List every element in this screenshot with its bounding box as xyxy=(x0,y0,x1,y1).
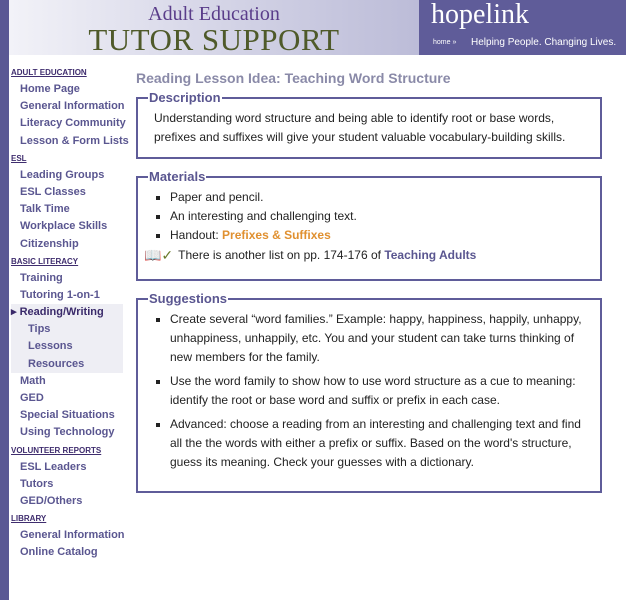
sidebar-item[interactable] xyxy=(11,493,123,510)
sidebar-item[interactable] xyxy=(11,373,123,390)
sidebar-item[interactable] xyxy=(11,527,123,544)
section-legend: Materials xyxy=(149,169,206,184)
sidebar-item-label: Tips xyxy=(28,323,51,336)
sidebar-item-label: Tutoring 1-on-1 xyxy=(20,288,100,301)
sidebar-item-label: Special Situations xyxy=(20,409,115,422)
sidebar-item[interactable] xyxy=(11,184,123,201)
sidebar-item-label: General Information xyxy=(20,100,125,113)
sidebar-item[interactable] xyxy=(11,167,123,184)
logo-text: hopelink xyxy=(431,0,529,30)
sidebar-item-label: Leading Groups xyxy=(20,168,105,181)
banner-subtitle: Adult Education xyxy=(148,3,280,25)
sidebar-nav xyxy=(11,64,133,562)
sidebar-heading[interactable]: ESL xyxy=(11,153,27,163)
sidebar-item[interactable] xyxy=(11,133,129,150)
sidebar-item-label: ESL Classes xyxy=(20,185,86,198)
book-note xyxy=(144,246,586,265)
sidebar-item-label: Workplace Skills xyxy=(20,220,108,233)
sidebar-item-label: Online Catalog xyxy=(20,546,98,559)
sidebar-item-label: ESL Leaders xyxy=(20,460,87,473)
sidebar-item-label: Talk Time xyxy=(20,203,70,216)
tagline: Helping People. Changing Lives. xyxy=(471,37,617,48)
sidebar-item-label: Citizenship xyxy=(20,237,79,250)
teaching-adults-link[interactable]: Teaching Adults xyxy=(384,248,477,262)
sidebar-item[interactable] xyxy=(11,390,123,407)
sidebar-item[interactable] xyxy=(11,236,123,253)
sidebar-item-label: GED xyxy=(20,392,44,404)
sidebar-heading[interactable]: LIBRARY xyxy=(11,514,47,524)
sidebar-item[interactable] xyxy=(11,304,123,321)
sidebar-item-label: Resources xyxy=(28,357,85,370)
sidebar-item[interactable] xyxy=(11,218,123,235)
hopelink-logo[interactable] xyxy=(419,0,626,55)
sidebar-heading[interactable]: BASIC LITERACY xyxy=(11,256,79,266)
header xyxy=(9,0,626,55)
handout-label: Handout: xyxy=(170,228,223,242)
home-link[interactable]: home » xyxy=(433,39,457,46)
sidebar-item[interactable] xyxy=(11,115,126,132)
sidebar-item[interactable] xyxy=(11,270,123,287)
list-item: ▪ An interesting and challenging text. xyxy=(170,207,586,226)
sidebar-item[interactable] xyxy=(11,201,123,218)
suggestions-section xyxy=(136,291,602,493)
left-stripe xyxy=(0,0,9,600)
page-title: Reading Lesson Idea: Teaching Word Structure xyxy=(136,70,451,86)
list-item: ▪ Paper and pencil. xyxy=(170,188,586,207)
sidebar-item[interactable] xyxy=(11,321,123,338)
list-item xyxy=(170,226,586,245)
materials-section xyxy=(136,169,602,281)
sidebar-item[interactable] xyxy=(11,356,123,373)
sidebar-item-label: Using Technology xyxy=(20,426,115,439)
sidebar-heading[interactable]: ADULT EDUCATION xyxy=(11,68,87,77)
sidebar-item-label: Home Page xyxy=(20,83,80,95)
main-content xyxy=(136,70,602,503)
sidebar-item-label: Tutors xyxy=(20,477,54,490)
sidebar-item-label: GED/Others xyxy=(20,494,83,507)
list-item: ▪ Create several “word families.” Example: happy, happiness, happily, unhappy, unhappiness, unhappily, etc. You and your student can take turns thinking of new members for the family. xyxy=(170,310,586,367)
list-item: ▪ Advanced: choose a reading from an interesting and challenging text and find all the the words with either a prefix or suffix. Based on the word's structure, guess its meaning. Check your guesses with a dictionary. xyxy=(170,415,586,472)
note-text: There is another list on pp. 174-176 of xyxy=(178,248,381,262)
banner-title: TUTOR SUPPORT xyxy=(88,22,340,55)
sidebar-item-label: Lesson & Form Lists xyxy=(20,134,129,147)
sidebar-item-label: Reading/Writing xyxy=(19,306,104,319)
section-legend: Description xyxy=(149,90,221,105)
sidebar-item[interactable] xyxy=(11,544,123,561)
arrow-right-icon: ▸ xyxy=(11,306,20,319)
sidebar-item[interactable] xyxy=(11,407,123,424)
prefixes-suffixes-link[interactable]: Prefixes & Suffixes xyxy=(222,228,331,242)
site-banner xyxy=(9,0,419,55)
sidebar-item-label: Math xyxy=(20,374,46,387)
list-item: ▪ Use the word family to show how to use word structure as a cue to meaning: identify the root or base word and suffix or prefix in each case. xyxy=(170,372,586,410)
description-text: Understanding word structure and being able to identify root or base words, prefixes and suffixes will give your student valuable vocabulary-building skills. xyxy=(154,111,566,144)
section-legend: Suggestions xyxy=(149,291,228,306)
sidebar-item[interactable] xyxy=(11,338,123,355)
sidebar-item-label: General Information xyxy=(20,529,125,542)
sidebar-item[interactable] xyxy=(11,81,123,98)
sidebar-item-label: Lessons xyxy=(28,340,73,353)
sidebar-item[interactable] xyxy=(11,459,123,476)
description-section xyxy=(136,90,602,159)
sidebar-item[interactable] xyxy=(11,287,123,304)
sidebar-item-label: Literacy Community xyxy=(20,117,126,130)
sidebar-item[interactable] xyxy=(11,424,123,441)
book-check-icon: 📖✓ xyxy=(144,247,174,263)
sidebar-item[interactable] xyxy=(11,476,123,493)
sidebar-item-label: Training xyxy=(20,271,63,284)
sidebar-item[interactable] xyxy=(11,98,123,115)
sidebar-heading[interactable]: VOLUNTEER REPORTS xyxy=(11,445,102,455)
